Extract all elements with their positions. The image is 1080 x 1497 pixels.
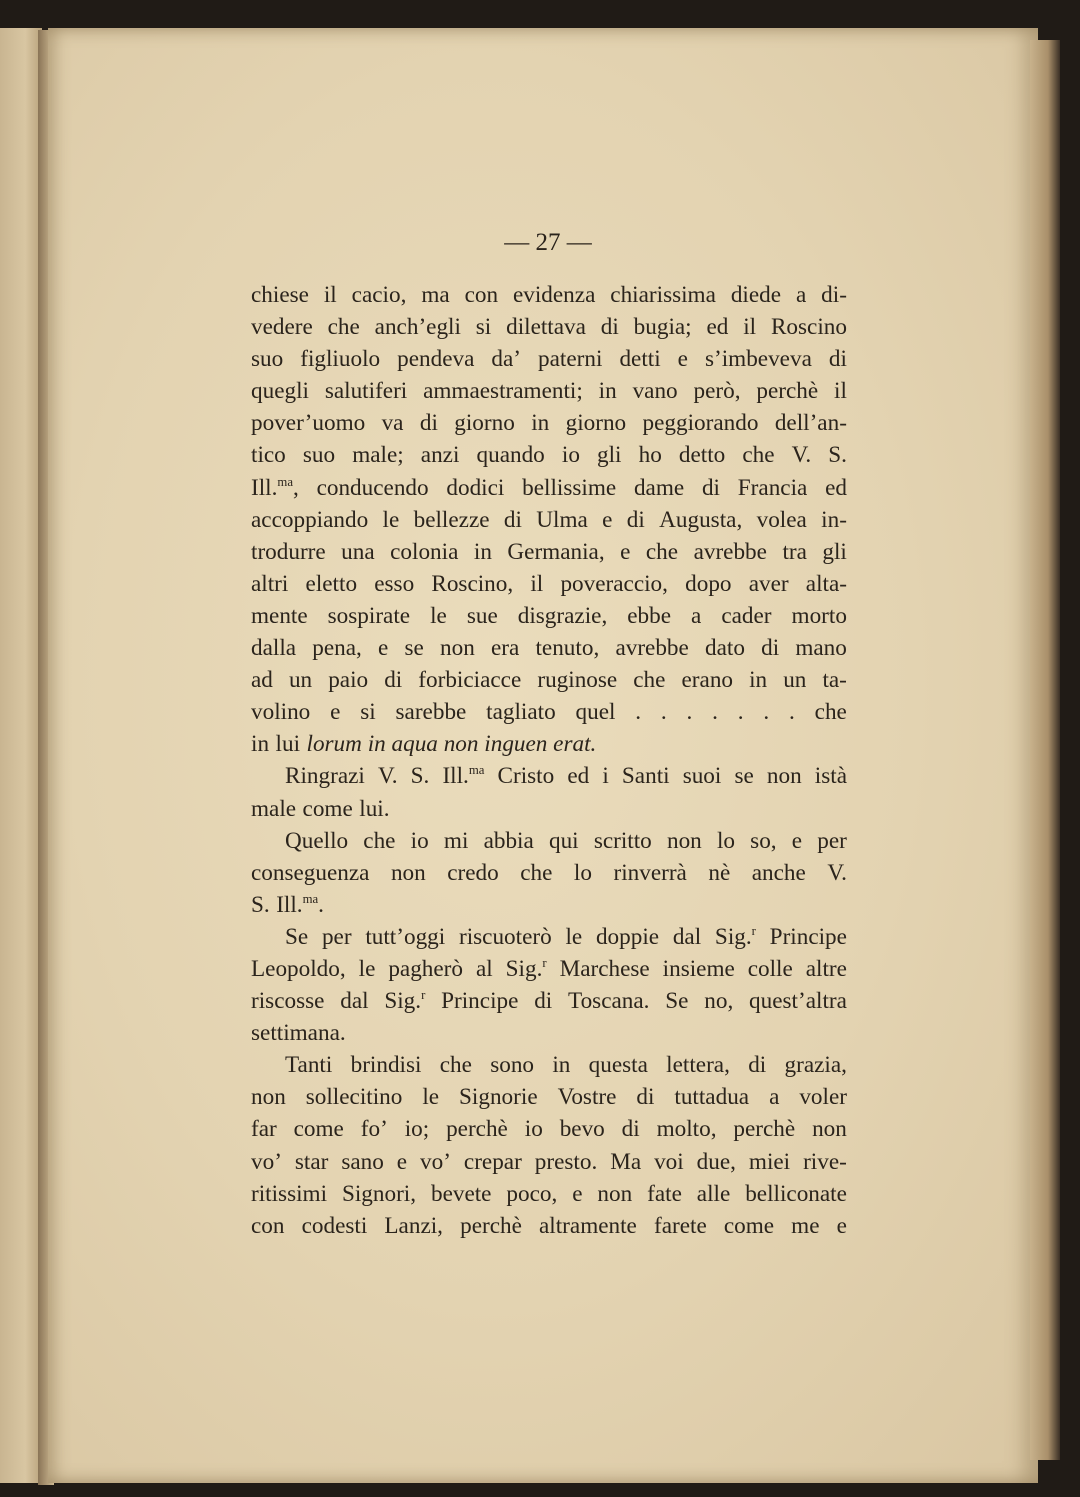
- text-line: accoppiando le bellezze di Ulma e di Augusta, volea in-: [251, 506, 847, 533]
- text-line: mente sospirate le sue disgrazie, ebbe a cader morto: [251, 602, 847, 629]
- text-line: con codesti Lanzi, perchè altramente farete come me e: [251, 1212, 847, 1239]
- text-line: settimana.: [251, 1020, 346, 1047]
- text-line: dalla pena, e se non era tenuto, avrebbe dato di mano: [251, 635, 847, 662]
- text-line: ritissimi Signori, bevete poco, e non fate alle belliconate: [251, 1180, 847, 1207]
- text-line: male come lui.: [251, 795, 390, 822]
- text-line: riscosse dal Sig.$^r$ Principe di Toscana. Se no, quest’altra: [251, 988, 847, 1015]
- page-number: — 27 —: [504, 229, 592, 256]
- text-line: far come fo’ io; perchè io bevo di molto, perchè non: [251, 1116, 847, 1143]
- text-line: volino e si sarebbe tagliato quel . . . . . . . che: [251, 699, 847, 726]
- text-line: Quello che io mi abbia qui scritto non lo so, e per: [285, 827, 847, 854]
- text-line: conseguenza non credo che lo rinverrà nè anche V.: [251, 859, 847, 886]
- text-line: Tanti brindisi che sono in questa lettera, di grazia,: [285, 1052, 847, 1079]
- left-page-edge: [0, 28, 42, 1483]
- text-line: pover’uomo va di giorno in giorno peggiorando dell’an-: [251, 410, 847, 437]
- text-line: tico suo male; anzi quando io gli ho detto che V. S.: [251, 442, 847, 469]
- text-line: S. Ill.$^{ma}$.: [251, 891, 324, 918]
- text-line: chiese il cacio, ma con evidenza chiarissima diede a di-: [251, 282, 847, 308]
- text-line: Ill.$^{ma}$, conducendo dodici bellissime dame di Francia ed: [251, 474, 847, 501]
- text-line: altri eletto esso Roscino, il poveraccio, dopo aver alta-: [251, 570, 847, 597]
- text-line: quegli salutiferi ammaestramenti; in vano però, perchè il: [251, 378, 847, 405]
- right-page-edge: [1030, 40, 1060, 1460]
- text-line: vedere che anch’egli si dilettava di bugia; ed il Roscino: [251, 314, 847, 341]
- text-line: non sollecitino le Signorie Vostre di tuttadua a voler: [251, 1084, 847, 1111]
- text-line: ad un paio di forbiciacce ruginose che erano in un ta-: [251, 667, 847, 694]
- text-line: vo’ star sano e vo’ crepar presto. Ma voi due, miei rive-: [251, 1148, 847, 1175]
- text-line: suo figliuolo pendeva da’ paterni detti e s’imbeveva di: [251, 346, 847, 373]
- text-line: in lui lorum in aqua non inguen erat.: [251, 731, 597, 758]
- text-line: Ringrazi V. S. Ill.$^{ma}$ Cristo ed i Santi suoi se non istà: [285, 763, 847, 790]
- text-line: Leopoldo, le pagherò al Sig.$^r$ Marchese insieme colle altre: [251, 955, 847, 982]
- text-line: trodurre una colonia in Germania, e che avrebbe tra gli: [251, 538, 847, 565]
- text-line: Se per tutt’oggi riscuoterò le doppie dal Sig.$^r$ Principe: [285, 923, 847, 950]
- body-text: [251, 279, 847, 1242]
